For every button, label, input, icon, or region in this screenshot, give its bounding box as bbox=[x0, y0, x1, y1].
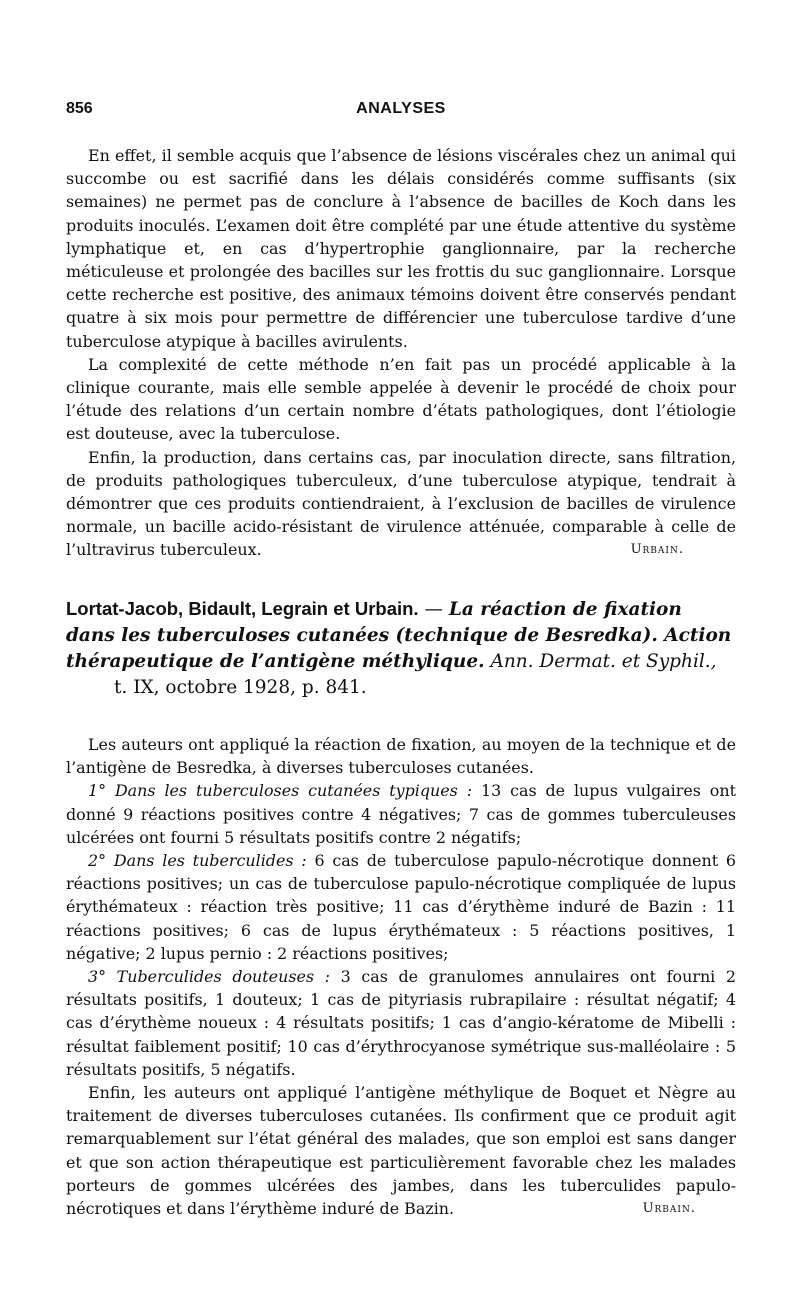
item-label: 1° Dans les tuberculoses cutanées typiques : bbox=[88, 781, 473, 801]
paragraph-text: Enfin, la production, dans certains cas, par inoculation directe, sans filtration, de produits pathologiques tuberculeux, d’une tuberculose atypique, tendrait à démontrer que ces produits contiendraient, à l’exclusion de bacilles de virulence normale, un bacille acido-résistant de virulence atténuée, comparable à celle de l’ultravirus tuberculeux. bbox=[66, 447, 736, 560]
list-item bbox=[66, 965, 736, 1081]
reference-volume: t. IX, octobre 1928, p. 841. bbox=[114, 677, 367, 698]
item-label: 3° Tuberculides douteuses : bbox=[88, 967, 330, 987]
paragraph: La complexité de cette méthode n’en fait pas un procédé applicable à la clinique courante, mais elle semble appelée à devenir le procédé de choix pour l’étude des relations d’un certain nombre d’états pathologiques, dont l’étiologie est douteuse, avec la tuberculose. bbox=[66, 354, 736, 444]
reference-authors: Lortat-Jacob, Bidault, Legrain et Urbain. bbox=[66, 598, 419, 619]
page-header bbox=[66, 100, 736, 130]
item-text: 6 cas de tuberculose papulo-nécrotique donnent 6 réactions positives; un cas de tuberculose papulo-nécrotique compliquée de lupus érythémateux : réaction très positive; 11 cas d’érythème induré de Bazin : 11 réactions positives; 6 cas de lupus érythémateux : 5 réactions positives, 1 négative; 2 lupus pernio : 2 réactions positives; bbox=[66, 851, 736, 963]
second-article-body bbox=[66, 733, 736, 1220]
paragraph bbox=[66, 446, 736, 562]
list-item bbox=[66, 779, 736, 849]
page-number: 856 bbox=[66, 100, 93, 117]
paragraph: En effet, il semble acquis que l’absence de lésions viscérales chez un animal qui succombe ou est sacrifié dans les délais considérés comme suffisants (six semaines) ne permet pas de conclure à l’absence de bacilles de Koch dans les produits inoculés. L’examen doit être complété par une étude attentive du système lymphatique et, en cas d’hypertrophie ganglionnaire, par la recherche méticuleuse et prolongée des bacilles sur les frottis du suc ganglionnaire. Lorsque cette recherche est positive, des animaux témoins doivent être conservés pendant quatre à six mois pour permettre de différencier une tuberculose tardive d’une tuberculose atypique à bacilles avirulents. bbox=[66, 146, 736, 351]
signature: Urbain. bbox=[630, 542, 684, 558]
intro-paragraph: Les auteurs ont appliqué la réaction de fixation, au moyen de la technique et de l’antigène de Besredka, à diverses tuberculoses cutanées. bbox=[66, 735, 736, 778]
list-item bbox=[66, 849, 736, 965]
reference-title: La réaction de fixation dans les tuberculoses cutanées (technique de Besredka). Action thérapeutique de l’antigène méthylique. bbox=[66, 599, 732, 672]
article-reference bbox=[66, 596, 736, 701]
reference-journal: Ann. Dermat. et Syphil., bbox=[490, 651, 717, 672]
item-text: 13 cas de lupus vulgaires ont donné 9 réactions positives contre 4 négatives; 7 cas de gommes tuberculeuses ulcérées ont fourni 5 résultats positifs contre 2 négatifs; bbox=[66, 781, 736, 847]
paragraph-text: Enfin, les auteurs ont appliqué l’antigène méthylique de Boquet et Nègre au traitement de diverses tuberculoses cutanées. Ils confirment que ce produit agit remarquablement sur l’état général des malades, que son emploi est sans danger et que son action thérapeutique est particulièrement favorable chez les malades porteurs de gommes ulcérées des jambes, dans les tuberculides papulo-nécrotiques et dans l’érythème induré de Bazin. bbox=[66, 1083, 736, 1219]
conclusion-paragraph bbox=[66, 1081, 736, 1220]
reference-dash: — bbox=[418, 599, 449, 620]
running-title: ANALYSES bbox=[356, 100, 446, 117]
item-label: 2° Dans les tuberculides : bbox=[88, 851, 307, 871]
signature: Urbain. bbox=[642, 1201, 696, 1217]
item-text: 3 cas de granulomes annulaires ont fourni 2 résultats positifs, 1 douteux; 1 cas de pityriasis rubrapilaire : résultat négatif; 4 cas d’érythème noueux : 4 résultats positifs; 1 cas d’angio-kératome de Mibelli : résultat faiblement positif; 10 cas d’érythrocyanose symétrique sus-malléolaire : 5 résultats positifs, 5 négatifs. bbox=[66, 967, 736, 1079]
first-article-body bbox=[66, 144, 736, 562]
